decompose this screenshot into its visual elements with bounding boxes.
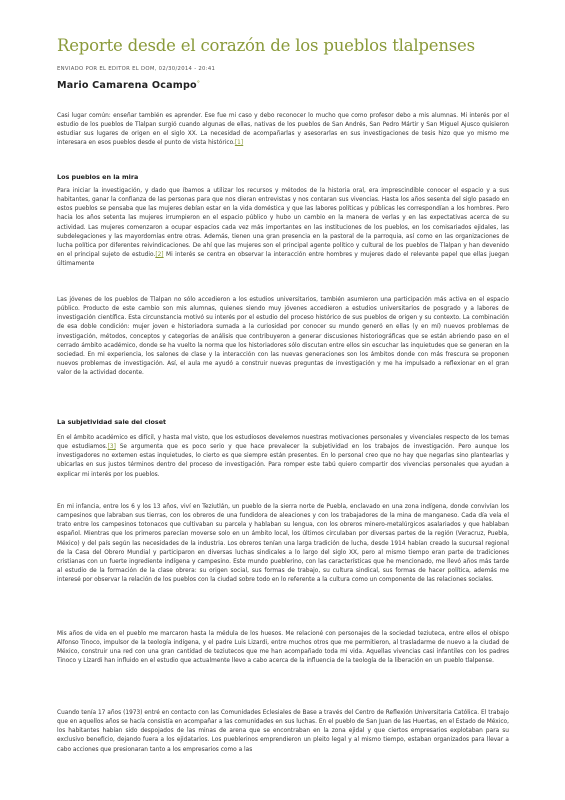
footnote-link[interactable]: [3] [107,444,116,451]
paragraph-comunidades [57,709,509,755]
paragraph-text: En mi infancia, entre los 6 y los 13 años, viví en Teziutlán, un pueblo de la sierra norte de Puebla, enclavado en una zona indígena, donde convivían los campesinos que labraban sus tierras, con los obreros de una fundidora de aleaciones y con los trabajadores de la mina de manganeso. Cada día veía el trato entre los campesinos totonacos que cultivaban su parcela y hablaban su lengua, con los obreros minero-metalúrgicos asalariados y que hablaban español. Mientras que los primeros parecían moverse solo en un ámbito local, los últimos circulaban por diversas partes de la región (Veracruz, Puebla, México) y del país según las necesidades de la industria. Los obreros tenían una larga tradición de lucha, desde 1914 habían creado la sucursal regional de la Casa del Obrero Mundial y participaron en diversas luchas sindicales a lo largo del siglo XX, pero al mismo tiempo eran parte de tradiciones cristianas con un fuerte ingrediente indígena y campesino. Este mundo pueblerino, con las características que he mencionado, me llevó años más tarde al estudio de la formación de la clase obrera: su origen social, sus formas de trabajo, su cultura sindical, sus formas de hacer política, además me interesé por observar la relación de los pueblos con la ciudad sobre todo en lo referente a la cultura como un componente de las relaciones sociales. [57,504,509,584]
paragraph-jovenes [57,296,509,378]
paragraph-text: Para iniciar la investigación, y dado que íbamos a utilizar los recursos y métodos de la historia oral, era imprescindible conocer el espacio y a sus habitantes, ganar la confianza de las personas para que nos dieran entrevistas y nos contaran sus vivencias. Hasta los años sesenta del siglo pasado en estos pueblos se pensaba que las mujeres debían estar en la vida doméstica y que las labores políticas y públicas les correspondían a los hombres. Pero hacia los años setenta las mujeres irrumpieron en el espacio público y hubo un cambio en la manera de verlas y en las expectativas acerca de su actividad. Las mujeres comenzaron a ocupar espacios cada vez más importantes en las instituciones de los pueblos, en los comisariados ejidales, las subdelegaciones y las mayordomías entre otras. Además, tienen una gran presencia en la pastoral de la parroquia, así como en las organizaciones de lucha política por diferentes reivindicaciones. De ahí que las mujeres son el principal agente político y cultural de los pueblos de Tlalpan y han devenido en el principal sujeto de estudio. [57,188,509,259]
section-heading-pueblos: Los pueblos en la mira [57,173,139,181]
paragraph-text: Casi lugar común: enseñar también es aprender. Ese fue mi caso y debo reconocer lo mucho que como profesor debo a mis alumnas. Mi interés por el estudio de los pueblos de Tlalpan surgió cuando algunas de ellas, nativas de los pueblos de San Andrés, San Pedro Mártir y San Miguel Ajusco quisieron estudiar sus lugares de origen en el siglo XX. La necesidad de acompañarlas y asesorarlas en sus investigaciones de tesis hizo que yo mismo me interesara en esos pueblos desde el punto de vista histórico. [57,113,509,147]
paragraph-pueblos [57,187,509,269]
paragraph-subjetividad [57,434,509,480]
paragraph-text-tail: Se argumenta que es poco serio y que hace prevalecer la subjetividad en los trabajos de investigación. Pero aunque los investigadores no extemen estas inquietudes, lo cierto es que siempre están presentes. En lo personal creo que no hay que negarlas sino plantearlas y ubicarlas en sus justos términos dentro del proceso de investigación. Para romper este tabú quiero compartir dos vivencias personales que ayudan a explicar mi interés por los pueblos. [57,444,509,478]
paragraph-intro [57,112,509,149]
footnote-link[interactable]: [1] [234,140,244,147]
section-heading-subjetividad: La subjetividad sale del closet [57,418,167,426]
paragraph-text: Cuando tenía 17 años (1973) entré en contacto con las Comunidades Eclesiales de Base a través del Centro de Reflexión Universitaria Católica. El trabajo que en aquellos años se hacía consistía en acompañar a las comunidades en sus luchas. En el pueblo de San Juan de las Huertas, en el Estado de México, los habitantes habían sido despojados de las minas de arena que se encontraban en la zona ejidal y que ciertos empresarios explotaban para su exclusivo beneficio, dejando fuera a los ejidatarios. Los pueblerinos emprendieron un pleito legal y al mismo tiempo, estaban organizados para llevar a cabo acciones que presionaran tanto a los empresarios como a las [57,710,509,753]
paragraph-text: Mis años de vida en el pueblo me marcaron hasta la médula de los huesos. Me relacioné con personajes de la sociedad teziuteca, entre ellos el obispo Alfonso Tinoco, impulsor de la teología indígena, y el padre Luis Lizardi, entre muchos otros que me permitieron, al trasladarme de nuevo a la ciudad de México, construir una red con una gran cantidad de teziutecos que me han acompañado toda mi vida. Aquellas vivencias casi infantiles con los padres Tinoco y Lizardi han influido en el estudio que actualmente llevo a cabo acerca de la influencia de la teología de la liberación en un pueblo tlalpense. [57,631,509,665]
paragraph-vida-pueblo [57,630,509,667]
author-name-text: Mario Camarena Ocampo [57,80,197,91]
article-title: Reporte desde el corazón de los pueblos tlalpenses [57,36,475,55]
paragraph-text: Las jóvenes de los pueblos de Tlalpan no sólo accedieron a los estudios universitarios, también asumieron una participación más activa en el espacio público. Producto de este cambio son mis alumnas, quienes siendo muy jóvenes accedieron a estudios universitarios de posgrado y a labores de investigación científica. Esta circunstancia motivó su interés por el estudio del proceso histórico de sus pueblos de origen y su contexto. La combinación de esa doble condición: mujer joven e historiadora sumada a la curiosidad por conocer su mundo generó en ellas (y en mí) nuevos problemas de investigación, métodos, conceptos y categorías de análisis que contribuyeron a generar discusiones historiográficas que se están abriendo paso en el cerrado ámbito académico, donde se ha vuelto la norma que los historiadores sólo discutan entre ellos sin escuchar las inquietudes que se generan en la sociedad. En mi experiencia, los salones de clase y la interacción con las nuevas generaciones son los ámbitos donde con más frescura se proponen nuevos problemas de investigación. Así, el aula me ayudó a construir nuevas preguntas de investigación y me ha impulsado a reflexionar en el gran valor de la actividad docente. [57,297,509,377]
article-meta: ENVIADO POR EL EDITOR EL DOM, 02/30/2014 - 20:41 [57,66,216,72]
footnote-link[interactable]: [2] [155,252,164,259]
paragraph-text: En el ámbito académico es difícil, y hasta mal visto, que los estudiosos develemos nuestras motivaciones personales y vivenciales respecto de los temas que estudiamos. [57,435,509,451]
author-footnote-mark[interactable]: ° [196,80,201,87]
paragraph-infancia [57,503,509,585]
author-name [57,80,200,91]
paragraph-text-tail: Mi interés se centra en observar la interacción entre hombres y mujeres dado el relevante papel que ellas juegan últimamente [57,252,509,268]
